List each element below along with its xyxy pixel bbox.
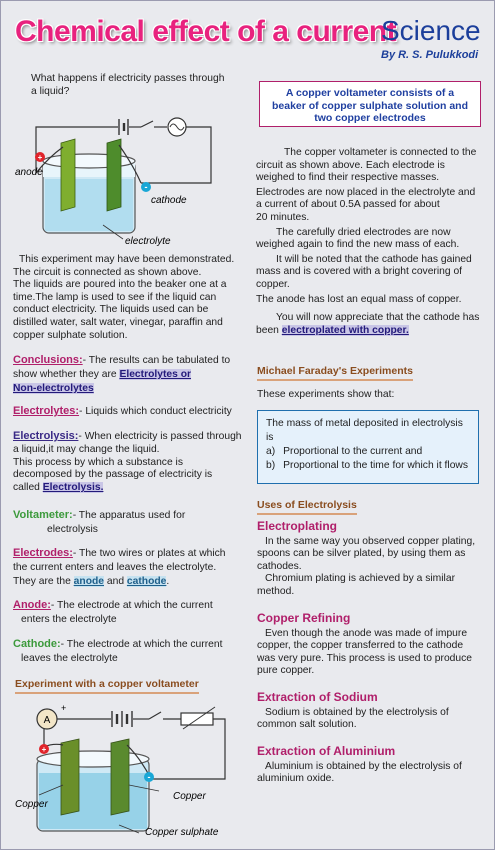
copper-left-label: Copper bbox=[15, 799, 48, 810]
cathode-minus-sign: - bbox=[144, 182, 148, 192]
voltameter-section bbox=[13, 508, 253, 537]
electrolysis-line: a liquid,it may change the liquid. bbox=[13, 443, 160, 455]
anode-section bbox=[13, 598, 253, 627]
ammeter-label: A bbox=[43, 715, 51, 726]
procedure-line: been bbox=[256, 324, 282, 336]
electroplating-line: cathodes. bbox=[257, 560, 302, 572]
anode-highlight: anode bbox=[73, 576, 104, 587]
electrodes-section bbox=[13, 546, 253, 589]
electrodes-line: They are the bbox=[13, 576, 74, 587]
procedure-line: weighed to find their respective masses. bbox=[256, 172, 440, 184]
procedure-line: You will now appreciate that the cathode has bbox=[276, 312, 480, 324]
electroplating-line: spoons can be silver plated, by using them as bbox=[257, 548, 466, 560]
aluminium-section bbox=[257, 745, 489, 786]
intro-line: The circuit is connected as shown above. bbox=[13, 266, 202, 278]
sodium-line: Sodium is obtained by the electrolysis of bbox=[265, 706, 449, 718]
aluminium-line: Aluminium is obtained by the electrolysis of bbox=[265, 760, 462, 772]
period: . bbox=[166, 576, 170, 587]
electrodes-line: the current enters and leaves the electrolyte. bbox=[13, 562, 217, 573]
brand-label: Science bbox=[381, 15, 481, 46]
box-line: beaker of copper sulphate solution and bbox=[271, 99, 469, 112]
procedure-line: The carefully dried electrodes are now bbox=[276, 226, 451, 238]
electroplating-line: Chromium plating is achieved by a similar bbox=[265, 573, 455, 585]
voltameter-heading: Voltameter: bbox=[13, 509, 73, 521]
refining-line: was very pure. This process is used to produce bbox=[257, 652, 473, 664]
faraday-heading: Michael Faraday's Experiments bbox=[257, 365, 457, 378]
intro-line: copper sulphate solution. bbox=[13, 329, 128, 341]
electrolysis-section bbox=[13, 430, 253, 495]
cathode-text-2: leaves the electrolyte bbox=[21, 653, 118, 664]
intro-line: time.The lamp is used to see if the liquid can bbox=[13, 291, 217, 303]
procedure-paragraph bbox=[256, 147, 488, 337]
intro-line: conduct electricity. The liquids used can be bbox=[13, 304, 209, 316]
refining-line: pure copper. bbox=[257, 665, 315, 677]
aluminium-line: aluminium oxide. bbox=[257, 773, 335, 785]
intro-question: What happens if electricity passes through a liquid? bbox=[31, 73, 225, 97]
uses-heading: Uses of Electrolysis bbox=[257, 499, 457, 512]
electrolysis-heading: Electrolysis: bbox=[13, 430, 79, 442]
aluminium-heading: Extraction of Aluminium bbox=[257, 744, 396, 758]
item-marker: a) bbox=[266, 446, 276, 457]
cathode-highlight: cathode bbox=[126, 576, 167, 587]
cathode-label: cathode bbox=[151, 195, 187, 206]
and-text: and bbox=[104, 576, 127, 587]
electrolysis-highlight: Electrolysis. bbox=[42, 482, 104, 494]
faraday-law-item bbox=[266, 445, 470, 459]
experiment-heading: Experiment with a copper voltameter bbox=[15, 678, 235, 691]
intro-line: This experiment may have been demonstrated. bbox=[19, 254, 235, 265]
anode-plus-sign-2: + bbox=[41, 745, 47, 754]
faraday-law-box bbox=[257, 410, 479, 484]
electroplating-section bbox=[257, 520, 489, 599]
faraday-law-item bbox=[266, 459, 470, 473]
electrolytes-text: - Liquids which conduct electricity bbox=[79, 406, 232, 417]
refining-line: copper, the copper transferred to the cathode bbox=[257, 640, 464, 652]
electrodes-text: - The two wires or plates at which bbox=[72, 548, 226, 559]
anode-text: - The electrode at which the current bbox=[50, 600, 213, 611]
electroplating-heading: Electroplating bbox=[257, 519, 338, 533]
procedure-line: It will be noted that the cathode has gained bbox=[276, 253, 472, 265]
anode-text-2: enters the electrolyte bbox=[21, 614, 117, 625]
cathode-text: - The electrode at which the current bbox=[60, 639, 223, 650]
anode-label: anode bbox=[15, 167, 43, 178]
procedure-line: a current of about 0.5A passed for about bbox=[256, 199, 440, 211]
voltameter-text: - The apparatus used for bbox=[72, 510, 186, 521]
sodium-section bbox=[257, 691, 489, 732]
intro-paragraph bbox=[13, 254, 251, 342]
author-label: By R. S. Pulukkodi bbox=[381, 49, 479, 61]
ammeter-plus: + bbox=[61, 703, 67, 713]
electroplated-highlight: electroplated with copper. bbox=[281, 324, 409, 336]
procedure-line: circuit as shown above. Each electrode is bbox=[256, 159, 445, 171]
voltameter-text-2: electrolysis bbox=[47, 524, 98, 535]
voltameter-definition-box bbox=[259, 81, 481, 127]
conclusions-section bbox=[13, 353, 251, 396]
electrolyte-label: electrolyte bbox=[125, 236, 171, 247]
non-electrolytes-highlight: Non-electrolytes bbox=[13, 383, 94, 394]
item-text: Proportional to the current and bbox=[283, 446, 423, 457]
refining-line: Even though the anode was made of impure bbox=[265, 627, 468, 639]
electrolysis-line: called bbox=[13, 482, 43, 494]
intro-line: The liquids are poured into the beaker one at a bbox=[13, 279, 227, 291]
cathode-heading: Cathode: bbox=[13, 638, 61, 650]
electroplating-line: In the same way you observed copper plating, bbox=[265, 535, 476, 547]
procedure-line: The copper voltameter is connected to the bbox=[284, 147, 477, 158]
sodium-line: common salt solution. bbox=[257, 719, 357, 731]
procedure-line: 20 minutes. bbox=[256, 211, 310, 223]
circuit-diagram-1 bbox=[11, 113, 251, 253]
electrolytes-heading: Electrolytes: bbox=[13, 405, 80, 417]
item-marker: b) bbox=[266, 460, 276, 471]
conclusions-heading: Conclusions: bbox=[13, 354, 83, 366]
electrodes-heading: Electrodes: bbox=[13, 547, 73, 559]
procedure-line: The anode has lost an equal mass of copper. bbox=[256, 293, 462, 305]
procedure-line: copper. bbox=[256, 278, 290, 290]
electrolysis-line: This process by which a substance is bbox=[13, 456, 183, 468]
faraday-law-line: The mass of metal deposited in electrolysis is bbox=[266, 418, 463, 443]
intro-line: distilled water, salt water, vinegar, paraffin and bbox=[13, 316, 223, 328]
anode-heading: Anode: bbox=[13, 599, 51, 611]
box-line: A copper voltameter consists of a bbox=[285, 87, 455, 99]
procedure-line: mass and is covered with a bright covering of bbox=[256, 266, 463, 278]
cathode-minus-sign-2: - bbox=[147, 772, 151, 782]
electroplating-line: method. bbox=[257, 585, 295, 597]
cathode-section bbox=[13, 637, 253, 666]
box-line: two copper electrodes bbox=[314, 112, 426, 124]
conclusions-text: - The results can be tabulated to bbox=[82, 355, 231, 366]
electrolytes-section bbox=[13, 405, 253, 419]
page-title: Chemical effect of a current bbox=[15, 15, 397, 48]
procedure-line: weighed again to find the new mass of each. bbox=[256, 239, 460, 251]
anode-plus-sign: + bbox=[37, 153, 43, 162]
item-text: Proportional to the time for which it flows bbox=[283, 460, 469, 471]
conclusions-text-2: show whether they are bbox=[13, 369, 120, 380]
copper-right-label: Copper bbox=[173, 791, 206, 802]
electrolytes-highlight: Electrolytes or bbox=[119, 369, 192, 380]
circuit-diagram-2 bbox=[11, 699, 251, 845]
sodium-heading: Extraction of Sodium bbox=[257, 690, 378, 704]
copper-sulphate-label: Copper sulphate bbox=[145, 827, 219, 838]
electrolysis-line: decomposed by the passage of electricity is bbox=[13, 469, 213, 481]
refining-heading: Copper Refining bbox=[257, 611, 351, 625]
electrolysis-text: - When electricity is passed through bbox=[78, 431, 242, 442]
refining-section bbox=[257, 612, 489, 678]
faraday-text: These experiments show that: bbox=[257, 389, 395, 400]
procedure-line: Electrodes are now placed in the electrolyte and bbox=[256, 186, 476, 198]
